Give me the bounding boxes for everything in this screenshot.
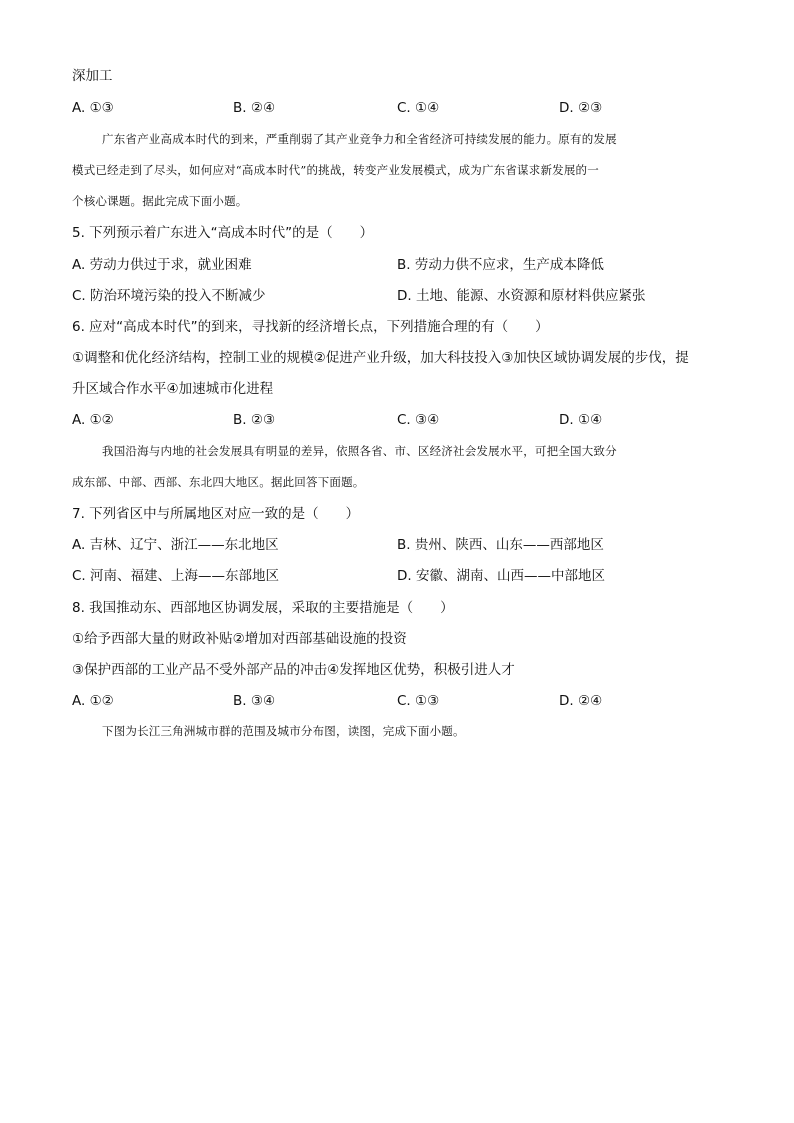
passage3-line-1: 下图为长江三角洲城市群的范围及城市分布图，读图，完成下面小题。 xyxy=(102,724,465,738)
q7-option-c: C. 河南、福建、上海——东部地区 xyxy=(72,568,280,584)
q5-option-d: D. 土地、能源、水资源和原材料供应紧张 xyxy=(397,288,646,304)
q6-stem: 6. 应对“高成本时代”的到来，寻找新的经济增长点，下列措施合理的有（ ） xyxy=(72,319,549,335)
q8-statements-line-2: ③保护西部的工业产品不受外部产品的冲击④发挥地区优势，积极引进人才 xyxy=(72,662,515,678)
passage1-line-3: 个核心课题。据此完成下面小题。 xyxy=(72,194,248,208)
q8-options xyxy=(72,691,722,711)
prev-question-options xyxy=(72,98,722,118)
passage1-line-1: 广东省产业高成本时代的到来，严重削弱了其产业竞争力和全省经济可持续发展的能力。原有的发展 xyxy=(102,132,617,146)
q7-stem: 7. 下列省区中与所属地区对应一致的是（ ） xyxy=(72,506,360,522)
q6-option-b: B. ②③ xyxy=(233,412,276,428)
prev-option-c: C. ①④ xyxy=(397,100,440,116)
q6-statements-line-1: ①调整和优化经济结构，控制工业的规模②促进产业升级，加大科技投入③加快区域协调发展的步伐，提 xyxy=(72,350,689,366)
q5-option-c: C. 防治环境污染的投入不断减少 xyxy=(72,288,266,304)
q7-option-d: D. 安徽、湖南、山西——中部地区 xyxy=(397,568,605,584)
q7-option-a: A. 吉林、辽宁、浙江——东北地区 xyxy=(72,537,279,553)
q7-options-row-1 xyxy=(72,535,722,555)
passage2-line-2: 成东部、中部、西部、东北四大地区。据此回答下面题。 xyxy=(72,475,365,489)
q5-stem: 5. 下列预示着广东进入“高成本时代”的是（ ） xyxy=(72,225,374,241)
q7-options-row-2 xyxy=(72,566,722,586)
q5-options-row-2 xyxy=(72,286,722,306)
q5-options-row-1 xyxy=(72,255,722,275)
passage2-line-1: 我国沿海与内地的社会发展具有明显的差异，依照各省、市、区经济社会发展水平，可把全国大致分 xyxy=(102,444,617,458)
q6-option-a: A. ①② xyxy=(72,412,114,428)
q5-option-b: B. 劳动力供不应求，生产成本降低 xyxy=(397,257,604,273)
q7-option-b: B. 贵州、陕西、山东——西部地区 xyxy=(397,537,604,553)
prev-option-a: A. ①③ xyxy=(72,100,114,116)
q8-option-d: D. ②④ xyxy=(559,693,603,709)
q8-stem: 8. 我国推动东、西部地区协调发展，采取的主要措施是（ ） xyxy=(72,600,454,616)
q5-option-a: A. 劳动力供过于求，就业困难 xyxy=(72,257,252,273)
top-fragment: 深加工 xyxy=(72,68,113,84)
q6-options xyxy=(72,410,722,430)
passage1-line-2: 模式已经走到了尽头，如何应对“高成本时代”的挑战，转变产业发展模式，成为广东省谋求新发展的一 xyxy=(72,163,599,177)
q6-statements-line-2: 升区域合作水平④加速城市化进程 xyxy=(72,381,274,397)
q8-option-a: A. ①② xyxy=(72,693,114,709)
prev-option-b: B. ②④ xyxy=(233,100,276,116)
q6-option-c: C. ③④ xyxy=(397,412,440,428)
prev-option-d: D. ②③ xyxy=(559,100,603,116)
q8-option-c: C. ①③ xyxy=(397,693,440,709)
q8-option-b: B. ③④ xyxy=(233,693,276,709)
q6-option-d: D. ①④ xyxy=(559,412,603,428)
q8-statements-line-1: ①给予西部大量的财政补贴②增加对西部基础设施的投资 xyxy=(72,631,407,647)
